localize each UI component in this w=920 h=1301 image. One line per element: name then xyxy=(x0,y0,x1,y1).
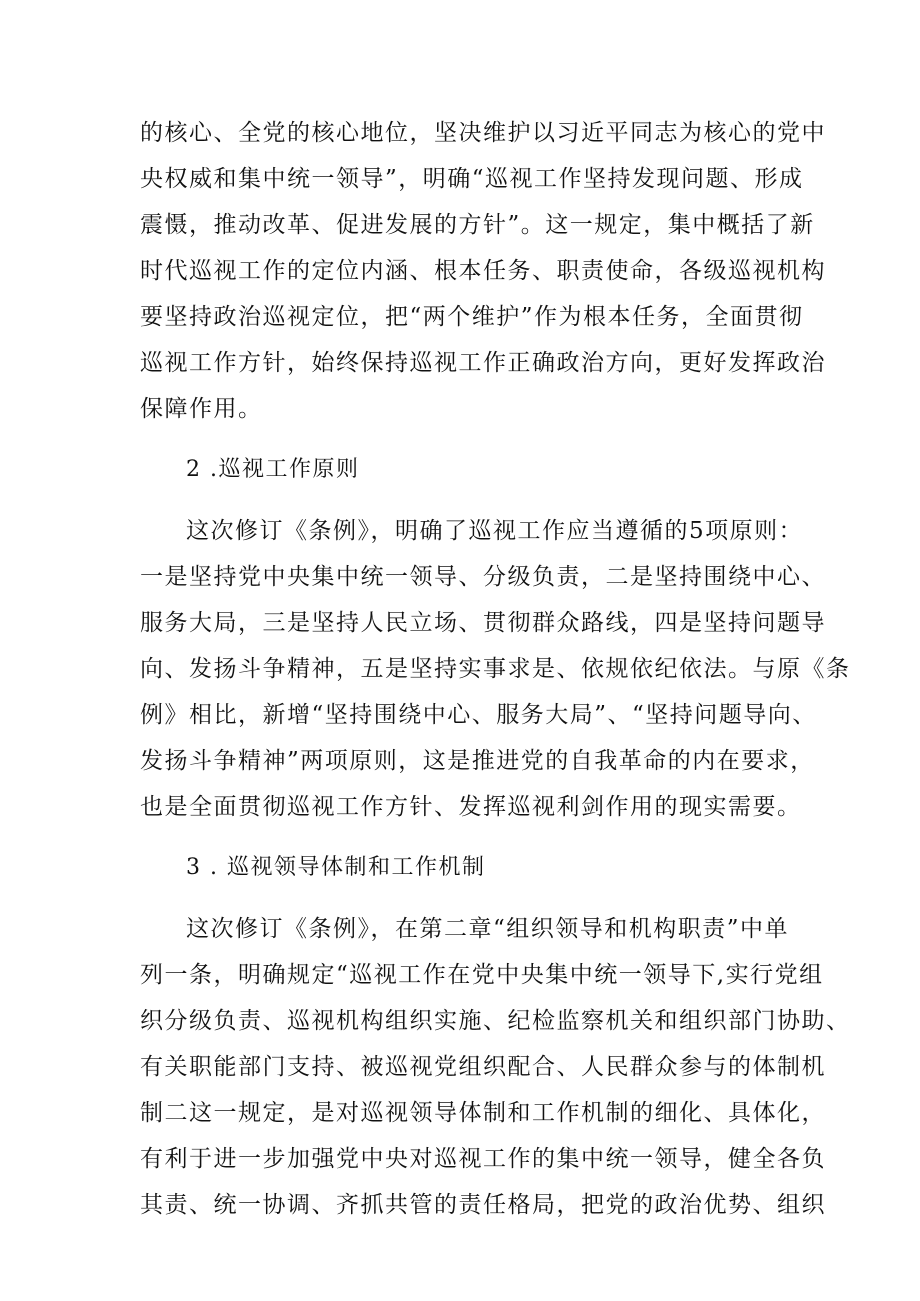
text-line: 有利于进一步加强党中央对巡视工作的集中统一领导，健全各负 xyxy=(140,1146,826,1172)
section-heading-mechanism xyxy=(140,845,800,891)
text-line: 也是全面贯彻巡视工作方针、发挥巡视利剑作用的现实需要。 xyxy=(140,794,802,820)
text-line: 制二这一规定，是对巡视领导体制和工作机制的细化、具体化， xyxy=(140,1100,826,1126)
section-heading-principles xyxy=(140,447,800,493)
section-heading: 2 .巡视工作原则 xyxy=(186,457,360,482)
text-line: 要坚持政治巡视定位，把“两个维护”作为根本任务，全面贯彻 xyxy=(140,304,804,330)
paragraph-mechanism xyxy=(140,906,851,1228)
text-line: 这次修订《条例》，在第二章“组织领导和机构职责”中单 xyxy=(186,916,790,942)
text-line: 服务大局，三是坚持人民立场、贯彻群众路线，四是坚持问题导 xyxy=(140,610,826,636)
text-line: 列一条，明确规定“巡视工作在党中央集中统一领导下,实行党组 xyxy=(140,962,824,988)
paragraph-principles xyxy=(140,508,851,830)
text-line: 央权威和集中统一领导”，明确“巡视工作坚持发现问题、形成 xyxy=(140,166,804,192)
text-line: 震慑，推动改革、促进发展的方针”。这一规定，集中概括了新 xyxy=(140,212,815,238)
text-line: 织分级负责、巡视机构组织实施、纪检监察机关和组织部门协助、 xyxy=(140,1008,851,1034)
text-line: 例》相比，新增“坚持围绕中心、服务大局”、“坚持问题导向、 xyxy=(140,702,817,728)
text-line: 时代巡视工作的定位内涵、根本任务、职责使命，各级巡视机构 xyxy=(140,258,826,284)
text-line: 向、发扬斗争精神，五是坚持实事求是、依规依纪依法。与原《条 xyxy=(140,656,851,682)
text-line: 这次修订《条例》，明确了巡视工作应当遵循的5项原则： xyxy=(186,518,804,544)
text-line: 有关职能部门支持、被巡视党组织配合、人民群众参与的体制机 xyxy=(140,1054,826,1080)
text-line: 保障作用。 xyxy=(140,396,263,422)
document-body xyxy=(140,110,851,1228)
paragraph-intro-continuation xyxy=(140,110,826,432)
text-line: 的核心、全党的核心地位，坚决维护以习近平同志为核心的党中 xyxy=(140,120,826,146)
text-line: 一是坚持党中央集中统一领导、分级负责，二是坚持围绕中心、 xyxy=(140,564,826,590)
text-line: 巡视工作方针，始终保持巡视工作正确政治方向，更好发挥政治 xyxy=(140,350,826,376)
text-line: 发扬斗争精神”两项原则，这是推进党的自我革命的内在要求， xyxy=(140,748,815,774)
text-line: 其责、统一协调、齐抓共管的责任格局，把党的政治优势、组织 xyxy=(140,1192,826,1218)
section-heading: 3 . 巡视领导体制和工作机制 xyxy=(186,855,486,880)
